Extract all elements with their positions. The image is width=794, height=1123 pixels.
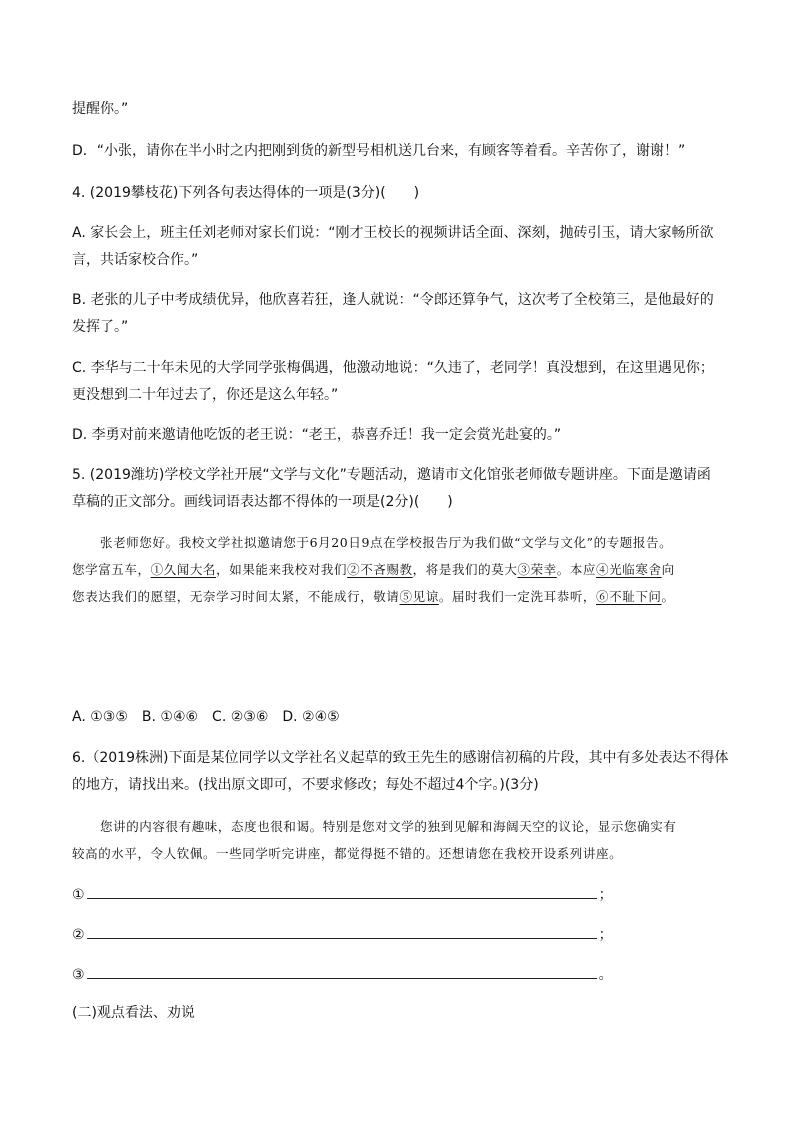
option-b: B. 老张的儿子中考成绩优异，他欣喜若狂，逢人就说：“令郎还算争气，这次考了全校第三，是他最好的 bbox=[72, 292, 714, 308]
answer-blank-3[interactable]: ③ 。 bbox=[72, 964, 613, 984]
passage-line-1: 您讲的内容很有趣味，态度也很和谒。特别是您对文学的独到见解和海阔天空的议论，显示您确实有 bbox=[100, 819, 677, 834]
question-4-stem: 4. (2019攀枝花)下列各句表达得体的一项是(3分)( ) bbox=[72, 185, 420, 201]
option-c: C. 李华与二十年未见的大学同学张梅偶遇，他激动地说：“久违了，老同学！真没想到，在这里遇见你； bbox=[72, 360, 714, 376]
option-d: D. 李勇对前来邀请他吃饭的老王说：“老王，恭喜乔迁！我一定会赏光赴宴的。” bbox=[72, 427, 562, 443]
text-line: 提醒你。” bbox=[72, 101, 129, 117]
underlined-phrase-2: ②不吝赐教 bbox=[347, 562, 413, 577]
option-c-cont: 更没想到二十年过去了，你还是这么年轻。” bbox=[72, 387, 339, 403]
underlined-phrase-4: ④光临寒舍 bbox=[596, 562, 662, 577]
answer-blank-2[interactable]: ② ； bbox=[72, 924, 613, 944]
question-6-stem-cont: 的地方，请找出来。(找出原文即可，不要求修改；每处不超过4个字。)(3分) bbox=[72, 777, 539, 793]
text-line: D．“小张，请你在半小时之内把刚到货的新型号相机送几台来，有顾客等着看。辛苦你了，谢谢！” bbox=[72, 143, 686, 159]
underlined-phrase-3: ③荣幸 bbox=[517, 562, 557, 577]
answer-line[interactable] bbox=[87, 964, 597, 979]
underlined-phrase-6: ⑥不耻下问 bbox=[596, 589, 662, 604]
answer-line[interactable] bbox=[87, 924, 597, 939]
letter-line-1: 张老师您好。我校文学社拟邀请您于6月20日9点在学校报告厅为我们做“文学与文化”的专题报告。 bbox=[100, 535, 673, 550]
underlined-phrase-1: ①久闻大名 bbox=[150, 562, 217, 577]
section-heading: (二)观点看法、劝说 bbox=[72, 1005, 195, 1021]
question-6-stem: 6.（2019株洲)下面是某位同学以文学社名义起草的致王先生的感谢信初稿的片段，其中有多处表达不得体 bbox=[72, 750, 729, 766]
underlined-phrase-5: ⑤见谅 bbox=[399, 589, 439, 604]
answer-blank-1[interactable]: ① ； bbox=[72, 884, 613, 904]
letter-line-2: 您学富五车，①久闻大名，如果能来我校对我们②不吝赐教，将是我们的莫大③荣幸。本应④光临寒舍向 bbox=[72, 562, 675, 577]
option-a-cont: 言，共话家校合作。” bbox=[72, 252, 199, 268]
question-5-stem-cont: 草稿的正文部分。画线词语表达都不得体的一项是(2分)( ) bbox=[72, 494, 453, 510]
answer-line[interactable] bbox=[87, 884, 597, 899]
question-5-stem: 5. (2019潍坊)学校文学社开展“文学与文化”专题活动，邀请市文化馆张老师做专题讲座。下面是邀请函 bbox=[72, 467, 711, 483]
option-b-cont: 发挥了。” bbox=[72, 319, 129, 335]
passage-line-2: 较高的水平，令人钦佩。一些同学听完讲座，都觉得挺不错的。还想请您在我校开设系列讲座。 bbox=[72, 846, 623, 861]
question-5-options: A. ①③⑤ B. ①④⑥ C. ②③⑥ D. ②④⑤ bbox=[72, 709, 340, 725]
option-a: A. 家长会上，班主任刘老师对家长们说：“刚才王校长的视频讲话全面、深刻，抛砖引玉，请大家畅所欲 bbox=[72, 225, 714, 241]
letter-line-3: 您表达我们的愿望，无奈学习时间太紧，不能成行，敬请⑤见谅。届时我们一定洗耳恭听，⑥不耻下问。 bbox=[72, 589, 675, 604]
